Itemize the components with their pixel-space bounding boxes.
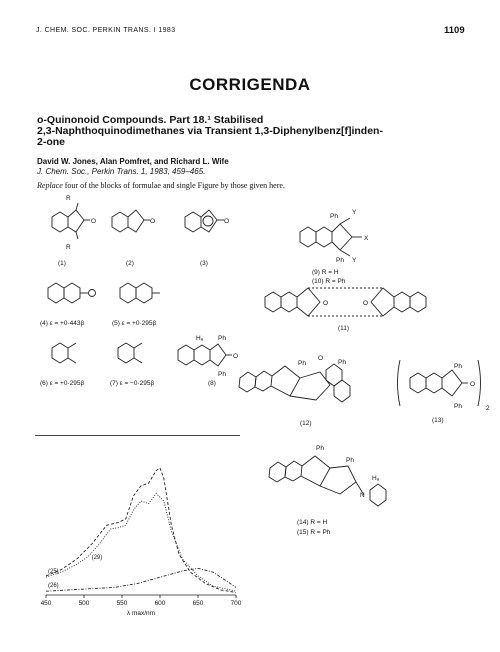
atom-label: Ph	[316, 445, 324, 452]
series-label: (25)	[48, 568, 59, 575]
atom-label: Ph	[218, 371, 226, 378]
atom-label: R	[66, 244, 71, 251]
atom-label: Y	[352, 209, 357, 216]
compound-label: (13)	[432, 417, 444, 424]
compound-label: (14) R = H	[297, 519, 328, 526]
compound-label: (9) R = H	[312, 269, 339, 276]
series-line	[46, 568, 236, 591]
compound-label: (8)	[208, 380, 216, 387]
atom-label: Ph	[330, 213, 338, 220]
series-line	[46, 468, 236, 592]
article-title-line: o-Quinonoid Compounds. Part 18.¹ Stabilised	[37, 114, 264, 126]
atom-label: O	[318, 355, 324, 362]
atom-label: O	[224, 218, 230, 225]
atom-label: Y	[352, 257, 357, 264]
series-line	[46, 493, 236, 591]
atom-label: O	[91, 218, 97, 225]
atom-label: O	[470, 381, 476, 388]
atom-label: Ph	[454, 403, 462, 410]
compound-label: (10) R = Ph	[312, 278, 346, 285]
x-tick-label: 450	[40, 600, 52, 607]
article-title-line: 2,3-Naphthoquinodimethanes via Transient 1,3-Diphenylbenz[f]inden-	[37, 125, 383, 137]
x-axis-ticks	[41, 595, 242, 607]
compound-label: (7) ε = −0·295β	[110, 380, 155, 387]
compound-label: (5) ε = +0·295β	[112, 320, 157, 327]
series-labels	[48, 555, 102, 589]
atom-label: Ph	[338, 359, 346, 366]
compound-label: (2)	[126, 260, 134, 267]
page-number: 1109	[444, 25, 465, 36]
atom-label: N	[360, 492, 365, 499]
series-label: (29)	[91, 554, 103, 561]
compound-label: (12)	[300, 420, 312, 427]
atom-label: X	[364, 235, 369, 242]
x-tick-label: 650	[192, 600, 204, 607]
atom-label: O	[150, 218, 156, 225]
atom-label: Ph	[218, 335, 226, 342]
atom-label: Ph	[454, 363, 462, 370]
instruction-text: four of the blocks of formulae and single Figure by those given here.	[62, 181, 285, 190]
compound-label: (6) ε = +0·295β	[40, 380, 85, 387]
series-label: (26)	[48, 583, 59, 590]
atom-label: R	[66, 195, 71, 202]
compound-label: (11)	[338, 325, 350, 332]
atom-label: Ph	[346, 457, 354, 464]
citation: J. Chem. Soc., Perkin Trans. 1, 1983, 459–465.	[37, 167, 206, 176]
atom-label: Ph	[336, 257, 344, 264]
page-title: CORRIGENDA	[189, 75, 311, 94]
x-tick-label: 700	[230, 600, 242, 607]
compound-label: (15) R = Ph	[297, 529, 331, 536]
article-title-line: 2-one	[37, 136, 66, 148]
atom-label: Hₐ	[372, 475, 380, 482]
instruction-emphasis: Replace	[37, 181, 63, 190]
atom-label: O	[233, 353, 239, 360]
chart-series-group	[46, 468, 236, 592]
atom-label: O	[363, 300, 369, 307]
authors: David W. Jones, Alan Pomfret, and Richard L. Wife	[37, 157, 229, 166]
atom-label: 2	[486, 405, 490, 412]
x-axis-label: λ max/nm	[126, 610, 156, 617]
atom-label: Ph	[298, 360, 306, 367]
x-tick-label: 600	[154, 600, 166, 607]
running-header: J. CHEM. SOC. PERKIN TRANS. I 1983	[36, 27, 176, 34]
atom-label: Hₐ	[196, 335, 204, 342]
compound-label: (1)	[58, 260, 66, 267]
atom-label: O	[323, 300, 329, 307]
x-tick-label: 550	[116, 600, 128, 607]
compound-label: (3)	[200, 260, 208, 267]
x-tick-label: 500	[78, 600, 90, 607]
compound-label: (4) ε = +0·443β	[40, 320, 85, 327]
